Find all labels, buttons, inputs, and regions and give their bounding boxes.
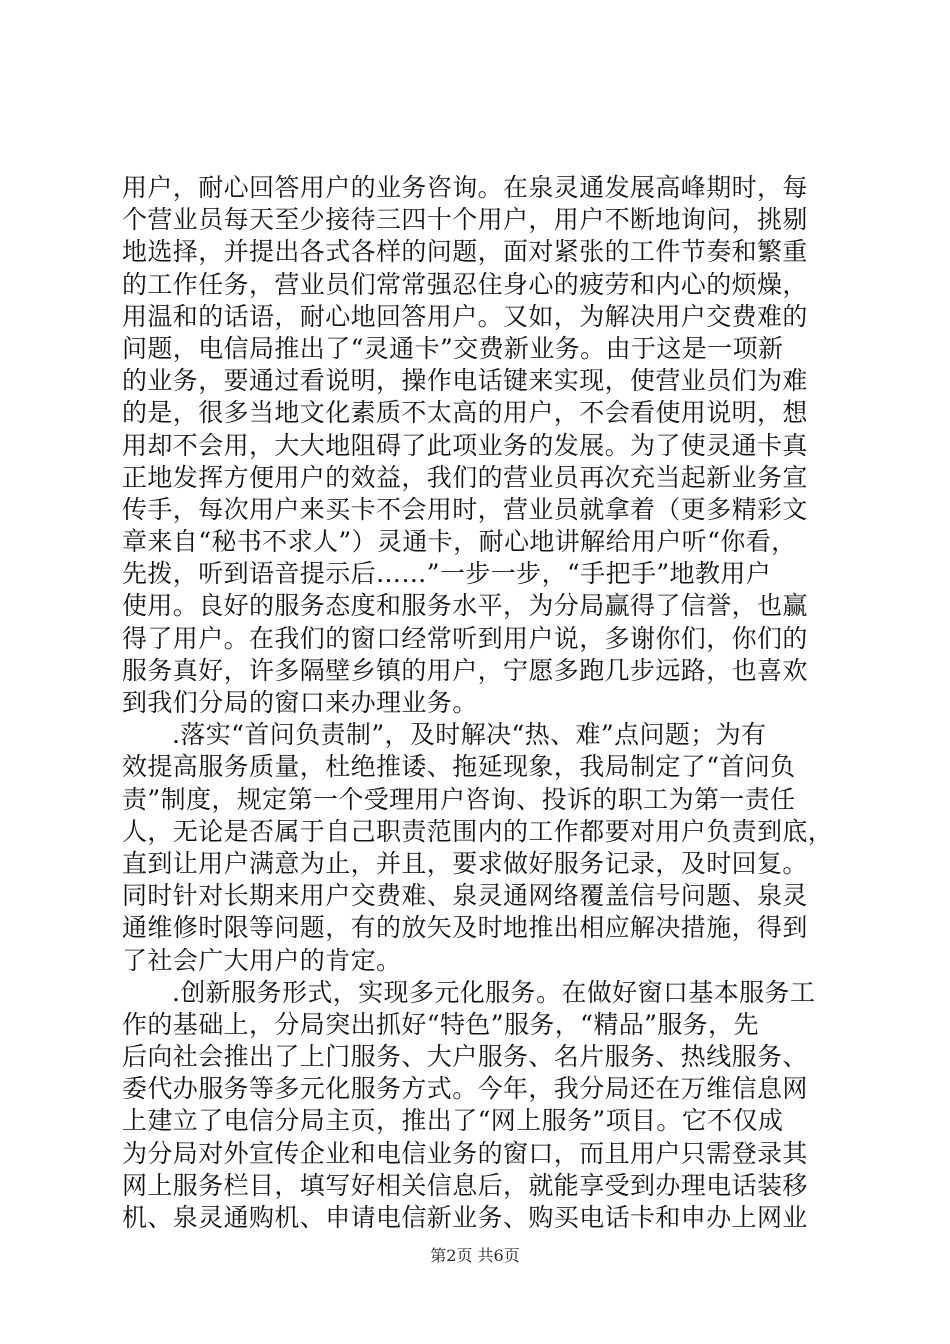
text-line: 责”制度，规定第一个受理用户咨询、投诉的职工为第一责任 (122, 784, 796, 814)
text-line: 用温和的话语，耐心地回答用户。又如，为解决用户交费难的 (122, 301, 808, 331)
text-line: 传手，每次用户来买卡不会用时，营业员就拿着（更多精彩文 (122, 494, 808, 524)
text-line: 个营业员每天至少接待三四十个用户，用户不断地询问，挑剔 (122, 205, 808, 235)
body-text (122, 172, 834, 1234)
text-line: 先拨，听到语音提示后……”一步一步，“手把手”地教用户 (122, 559, 772, 589)
text-line: 用户，耐心回答用户的业务咨询。在泉灵通发展高峰期时，每 (122, 173, 808, 202)
text-line: 的工作任务，营业员们常常强忍住身心的疲劳和内心的烦燥， (122, 269, 808, 299)
text-line: 问题，电信局推出了“灵通卡”交费新业务。由于这是一项新 (122, 333, 784, 363)
text-line: 的是，很多当地文化素质不太高的用户，不会看使用说明，想 (122, 398, 808, 428)
text-line: 同时针对长期来用户交费难、泉灵通网络覆盖信号问题、泉灵 (122, 881, 808, 911)
text-line: 到我们分局的窗口来办理业务。 (122, 688, 478, 717)
text-line: 了社会广大用户的肯定。 (122, 945, 402, 975)
text-line: 直到让用户满意为止，并且，要求做好服务记录，及时回复。 (122, 848, 808, 878)
text-line: 作的基础上，分局突出抓好“特色”服务，“精品”服务，先 (122, 1009, 759, 1039)
text-line: 章来自“秘书不求人”）灵通卡，耐心地讲解给用户听“你看， (122, 527, 797, 557)
text-line: 通维修时限等问题，有的放矢及时地推出相应解决措施，得到 (122, 913, 808, 943)
text-line: 为分局对外宣传企业和电信业务的窗口，而且用户只需登录其 (122, 1138, 808, 1168)
text-line: 正地发挥方便用户的效益，我们的营业员再次充当起新业务宣 (122, 462, 808, 492)
text-line: 地选择，并提出各式各样的问题，面对紧张的工件节奏和繁重 (122, 237, 808, 267)
text-line: 委代办服务等多元化服务方式。今年，我分局还在万维信息网 (122, 1074, 808, 1104)
text-line: 用却不会用，大大地阻碍了此项业务的发展。为了使灵通卡真 (122, 430, 808, 460)
text-line: 机、泉灵通购机、申请电信新业务、购买电话卡和申办上网业 (122, 1203, 808, 1232)
text-line: .创新服务形式，实现多元化服务。在做好窗口基本服务工 (172, 977, 816, 1007)
text-line: 网上服务栏目，填写好相关信息后，就能享受到办理电话装移 (122, 1170, 808, 1200)
text-line: 得了用户。在我们的窗口经常听到用户说，多谢你们，你们的 (122, 623, 808, 653)
text-line: .落实“首问负责制”，及时解决“热、难”点问题；为有 (172, 720, 767, 750)
text-line: 使用。良好的服务态度和服务水平，为分局赢得了信誉，也赢 (122, 591, 808, 621)
text-line: 的业务，要通过看说明，操作电话键来实现，使营业员们为难 (122, 366, 808, 396)
text-line: 服务真好，许多隔壁乡镇的用户，宁愿多跑几步远路，也喜欢 (122, 655, 808, 685)
text-line: 效提高服务质量，杜绝推诿、拖延现象，我局制定了“首问负 (122, 752, 796, 782)
text-line: 后向社会推出了上门服务、大户服务、名片服务、热线服务、 (122, 1042, 808, 1072)
page-footer: 第2页 共6页 (430, 1246, 520, 1265)
text-line: 上建立了电信分局主页，推出了“网上服务”项目。它不仅成 (122, 1106, 784, 1136)
text-line: 人，无论是否属于自己职责范围内的工作都要对用户负责到底， (122, 816, 834, 846)
